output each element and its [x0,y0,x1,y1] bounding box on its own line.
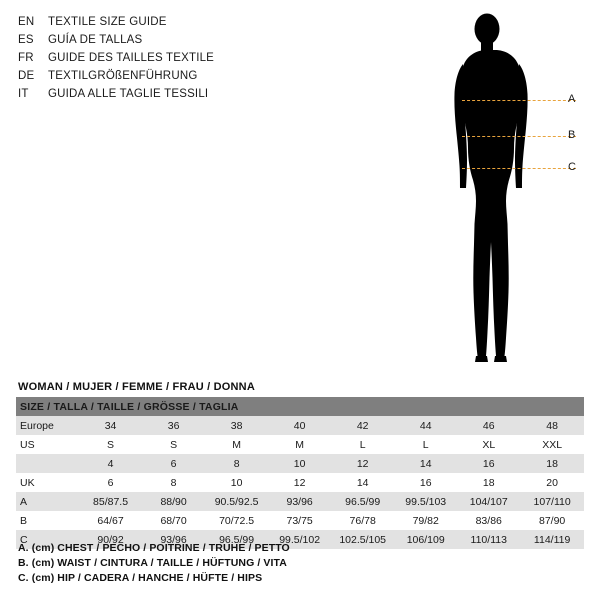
table-caption: WOMAN / MUJER / FEMME / FRAU / DONNA [18,381,255,393]
legend-row-a: A. (cm) CHEST / PECHO / POITRINE / TRUHE / PETTO [18,542,290,554]
row-label: A [16,492,79,511]
cell: 96.5/99 [331,492,394,511]
language-row-en [18,16,318,34]
cell: 34 [79,416,142,435]
cell: 12 [331,454,394,473]
language-row-fr [18,52,318,70]
cell: 42 [331,416,394,435]
cell: XL [457,435,520,454]
cell: 4 [79,454,142,473]
cell: L [331,435,394,454]
language-title: TEXTILE SIZE GUIDE [48,16,167,28]
cell: 36 [142,416,205,435]
row-label [16,454,79,473]
table-row [16,511,584,530]
cell: 106/109 [394,530,457,549]
row-label: UK [16,473,79,492]
language-title: GUIDA ALLE TAGLIE TESSILI [48,88,209,100]
cell: 73/75 [268,511,331,530]
cell: 99.5/102 [268,530,331,549]
female-silhouette-icon [430,8,590,368]
legend-row-c: C. (cm) HIP / CADERA / HANCHE / HÜFTE / HIPS [18,572,263,584]
cell: 64/67 [79,511,142,530]
language-title: GUÍA DE TALLAS [48,34,143,46]
cell: 96.5/99 [205,530,268,549]
language-title: TEXTILGRÖßENFÜHRUNG [48,70,198,82]
cell: 14 [331,473,394,492]
legend-row-b: B. (cm) WAIST / CINTURA / TAILLE / HÜFTUNG / VITA [18,557,287,569]
language-list [18,16,318,106]
cell: 85/87.5 [79,492,142,511]
cell: 18 [520,454,584,473]
cell: 70/72.5 [205,511,268,530]
measurement-legend [18,541,578,586]
cell: 38 [205,416,268,435]
measure-line-b [462,136,576,137]
body-figure [430,8,590,368]
cell: 104/107 [457,492,520,511]
table-row [16,454,584,473]
table-header-row [16,397,584,416]
measure-label-c: C [568,161,576,173]
cell: 83/86 [457,511,520,530]
cell: 14 [394,454,457,473]
size-table [16,397,584,549]
row-label: Europe [16,416,79,435]
cell: 20 [520,473,584,492]
table-row [16,492,584,511]
size-table-area [16,381,584,549]
row-label: C [16,530,79,549]
cell: 87/90 [520,511,584,530]
language-row-de [18,70,318,88]
language-row-es [18,34,318,52]
table-header-cell: SIZE / TALLA / TAILLE / GRÖSSE / TAGLIA [16,397,584,416]
cell: 10 [268,454,331,473]
language-code: FR [18,52,34,64]
cell: 99.5/103 [394,492,457,511]
cell: 90/92 [79,530,142,549]
cell: 88/90 [142,492,205,511]
cell: 46 [457,416,520,435]
measure-line-c [462,168,576,169]
measure-label-b: B [568,129,576,141]
measure-label-a: A [568,93,576,105]
cell: 18 [457,473,520,492]
cell: 93/96 [142,530,205,549]
cell: L [394,435,457,454]
table-row [16,416,584,435]
cell: 76/78 [331,511,394,530]
cell: 110/113 [457,530,520,549]
cell: M [205,435,268,454]
table-row [16,435,584,454]
cell: S [142,435,205,454]
cell: 8 [142,473,205,492]
cell: 44 [394,416,457,435]
cell: XXL [520,435,584,454]
cell: 107/110 [520,492,584,511]
table-row [16,473,584,492]
cell: 10 [205,473,268,492]
cell: 16 [457,454,520,473]
cell: 6 [142,454,205,473]
cell: 40 [268,416,331,435]
language-row-it [18,88,318,106]
cell: 8 [205,454,268,473]
cell: 102.5/105 [331,530,394,549]
cell: S [79,435,142,454]
language-code: ES [18,34,34,46]
cell: 68/70 [142,511,205,530]
language-code: IT [18,88,29,100]
cell: 12 [268,473,331,492]
row-label: US [16,435,79,454]
language-code: EN [18,16,35,28]
cell: 114/119 [520,530,584,549]
cell: 79/82 [394,511,457,530]
cell: 48 [520,416,584,435]
cell: 93/96 [268,492,331,511]
cell: M [268,435,331,454]
cell: 90.5/92.5 [205,492,268,511]
cell: 6 [79,473,142,492]
cell: 16 [394,473,457,492]
language-code: DE [18,70,35,82]
measure-line-a [462,100,576,101]
language-title: GUIDE DES TAILLES TEXTILE [48,52,215,64]
row-label: B [16,511,79,530]
